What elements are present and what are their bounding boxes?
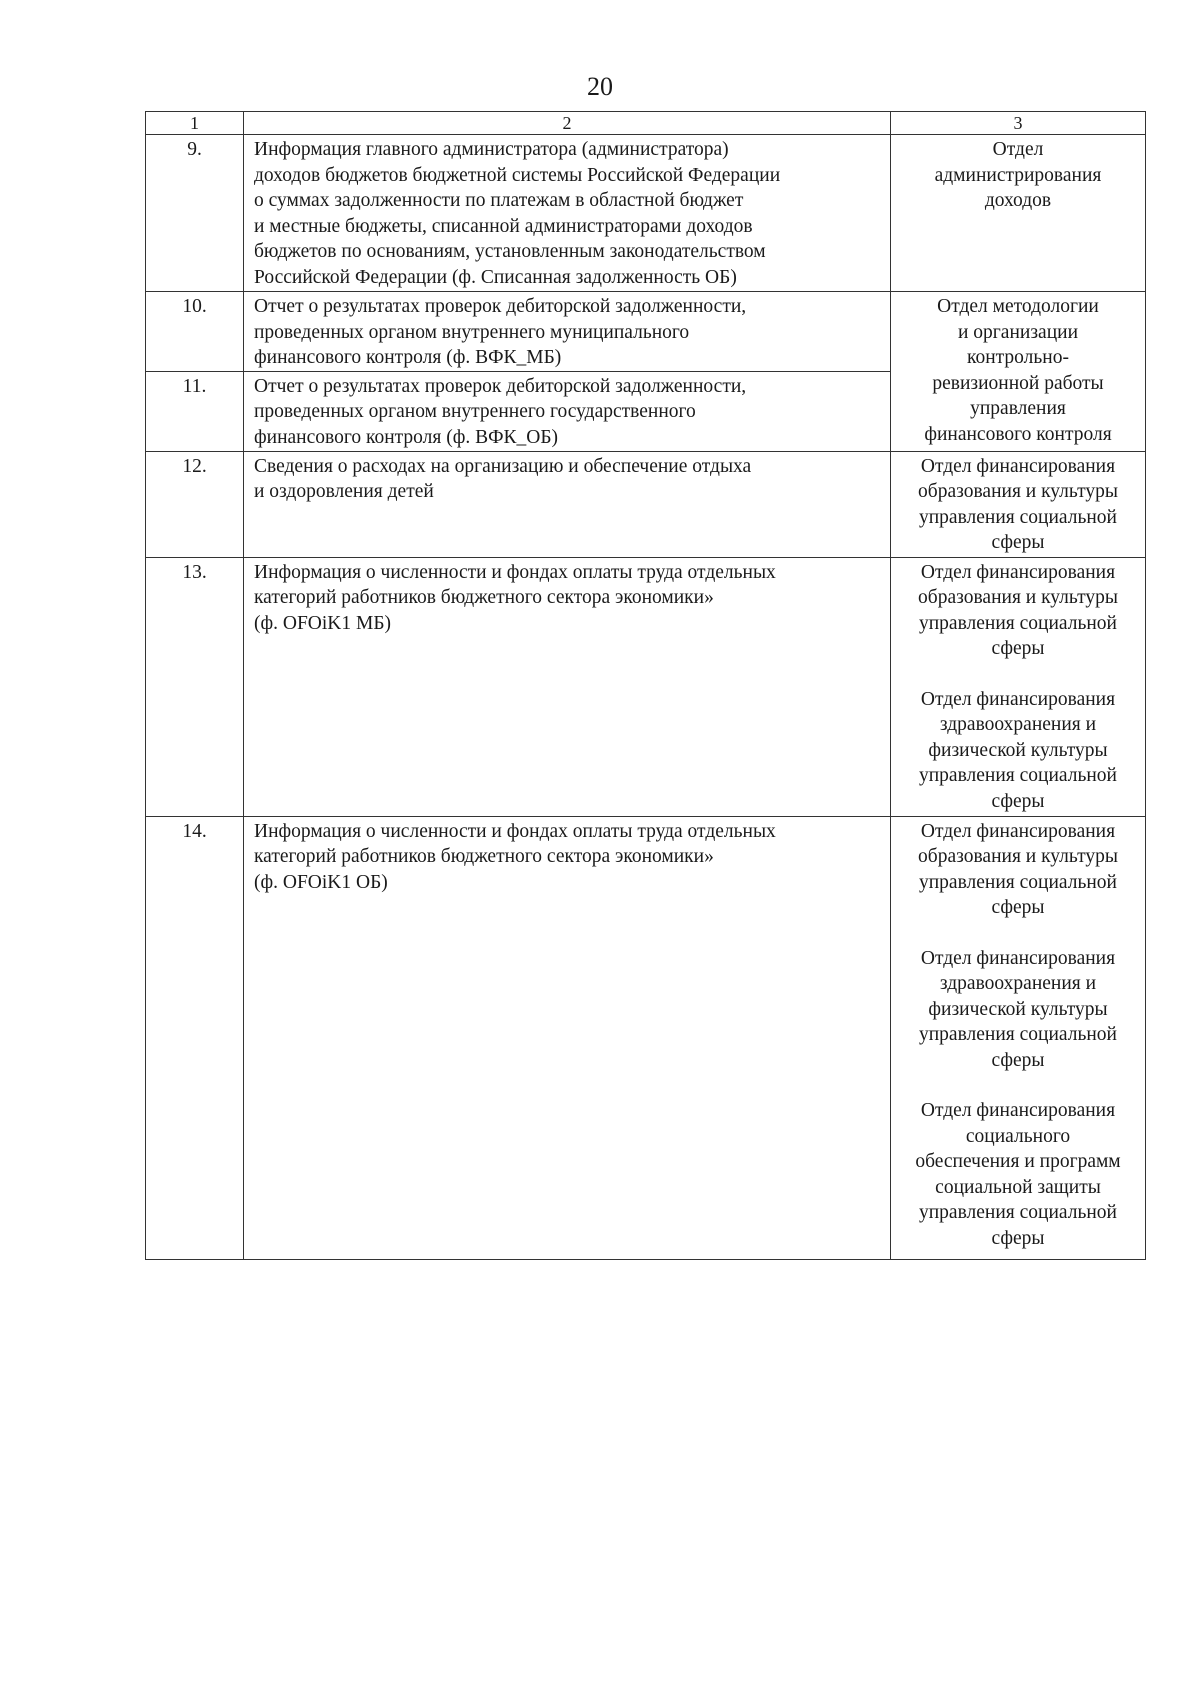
department-line: Отдел финансирования bbox=[920, 1100, 1116, 1121]
department-line: контрольно- bbox=[967, 347, 1069, 368]
header-col-2: 2 bbox=[244, 112, 891, 135]
row-description bbox=[244, 557, 891, 816]
department-line: доходов bbox=[984, 190, 1052, 211]
department-line: управления социальной bbox=[919, 871, 1117, 893]
description-line: финансового контроля (ф. ВФК_МБ) bbox=[254, 347, 562, 368]
description-line: о суммах задолженности по платежам в областной бюджет bbox=[254, 190, 744, 211]
description-line: проведенных органом внутреннего государственного bbox=[254, 401, 696, 422]
department-spacer bbox=[893, 921, 1143, 946]
department-line: здравоохранения и bbox=[939, 714, 1097, 735]
description-line: бюджетов по основаниям, установленным законодательством bbox=[254, 241, 766, 262]
department-line: ревизионной работы bbox=[932, 372, 1104, 394]
department-line: управления социальной bbox=[919, 765, 1117, 786]
department-line: сферы bbox=[991, 1049, 1045, 1071]
department-line: сферы bbox=[991, 638, 1045, 659]
department-line: Отдел bbox=[992, 139, 1044, 160]
description-line: категорий работников бюджетного сектора экономики» bbox=[254, 846, 714, 867]
department-line: сферы bbox=[991, 790, 1045, 812]
header-col-1: 1 bbox=[146, 112, 244, 135]
row-description bbox=[244, 371, 891, 451]
department-line: Отдел финансирования bbox=[920, 561, 1116, 583]
description-line: доходов бюджетов бюджетной системы Российской Федерации bbox=[254, 164, 781, 186]
description-line: Сведения о расходах на организацию и обеспечение отдыха bbox=[254, 455, 752, 477]
row-description bbox=[244, 292, 891, 372]
row-number: 9. bbox=[146, 135, 244, 292]
row-number: 13. bbox=[146, 557, 244, 816]
description-line: категорий работников бюджетного сектора экономики» bbox=[254, 587, 714, 608]
department-line: управления социальной bbox=[919, 506, 1117, 528]
department-line: социальной защиты bbox=[935, 1176, 1101, 1198]
department-line: управления bbox=[970, 398, 1066, 419]
department-line: образования и культуры bbox=[918, 846, 1118, 867]
document-table bbox=[145, 111, 1146, 1260]
description-line: и оздоровления детей bbox=[254, 481, 434, 502]
row-department bbox=[891, 816, 1146, 1259]
department-line: здравоохранения и bbox=[939, 973, 1097, 994]
department-line: Отдел финансирования bbox=[920, 688, 1116, 710]
department-spacer bbox=[893, 1073, 1143, 1098]
row-department bbox=[891, 557, 1146, 816]
department-line: сферы bbox=[991, 532, 1045, 553]
department-line: социального bbox=[965, 1125, 1071, 1147]
department-line: Отдел финансирования bbox=[920, 820, 1116, 842]
row-department bbox=[891, 292, 1146, 452]
row-number: 14. bbox=[146, 816, 244, 1259]
department-line: образования и культуры bbox=[918, 587, 1118, 608]
table-row bbox=[146, 292, 1146, 372]
department-line: администрирования bbox=[934, 164, 1102, 186]
department-spacer bbox=[893, 662, 1143, 687]
table-row bbox=[146, 816, 1146, 1259]
description-line: Российской Федерации (ф. Списанная задолженность ОБ) bbox=[254, 266, 737, 288]
row-department bbox=[891, 135, 1146, 292]
department-line: физической культуры bbox=[928, 739, 1108, 761]
table-row bbox=[146, 135, 1146, 292]
description-line: (ф. OFOiK1 ОБ) bbox=[254, 871, 388, 893]
department-line: управления социальной bbox=[919, 612, 1117, 634]
department-line: сферы bbox=[991, 897, 1045, 918]
row-department bbox=[891, 451, 1146, 557]
row-description bbox=[244, 135, 891, 292]
department-line: Отдел финансирования bbox=[920, 947, 1116, 969]
department-line: сферы bbox=[991, 1227, 1045, 1249]
department-line: и организации bbox=[958, 321, 1078, 343]
department-line: Отдел финансирования bbox=[920, 455, 1116, 477]
page-number: 20 bbox=[587, 72, 613, 101]
department-line: обеспечения и программ bbox=[915, 1151, 1121, 1172]
row-description bbox=[244, 451, 891, 557]
department-line: управления социальной bbox=[919, 1202, 1117, 1223]
description-line: проведенных органом внутреннего муниципального bbox=[254, 321, 690, 343]
table-header-row bbox=[146, 112, 1146, 135]
description-line: и местные бюджеты, списанной администраторами доходов bbox=[254, 215, 753, 237]
row-number: 12. bbox=[146, 451, 244, 557]
department-line: физической культуры bbox=[928, 998, 1108, 1020]
description-line: Отчет о результатах проверок дебиторской задолженности, bbox=[254, 375, 747, 397]
description-line: Отчет о результатах проверок дебиторской задолженности, bbox=[254, 296, 747, 317]
department-line: финансового контроля bbox=[924, 423, 1112, 445]
row-description bbox=[244, 816, 891, 1259]
header-col-3: 3 bbox=[891, 112, 1146, 135]
row-number: 10. bbox=[146, 292, 244, 372]
description-line: Информация о численности и фондах оплаты труда отдельных bbox=[254, 561, 776, 583]
description-line: Информация главного администратора (администратора) bbox=[254, 139, 729, 160]
table-row bbox=[146, 557, 1146, 816]
description-line: финансового контроля (ф. ВФК_ОБ) bbox=[254, 426, 559, 448]
department-line: Отдел методологии bbox=[937, 296, 1099, 317]
row-number: 11. bbox=[146, 371, 244, 451]
department-line: образования и культуры bbox=[918, 481, 1118, 502]
department-line: управления социальной bbox=[919, 1024, 1117, 1045]
description-line: Информация о численности и фондах оплаты труда отдельных bbox=[254, 820, 776, 842]
table-row bbox=[146, 451, 1146, 557]
description-line: (ф. OFOiK1 МБ) bbox=[254, 612, 392, 634]
